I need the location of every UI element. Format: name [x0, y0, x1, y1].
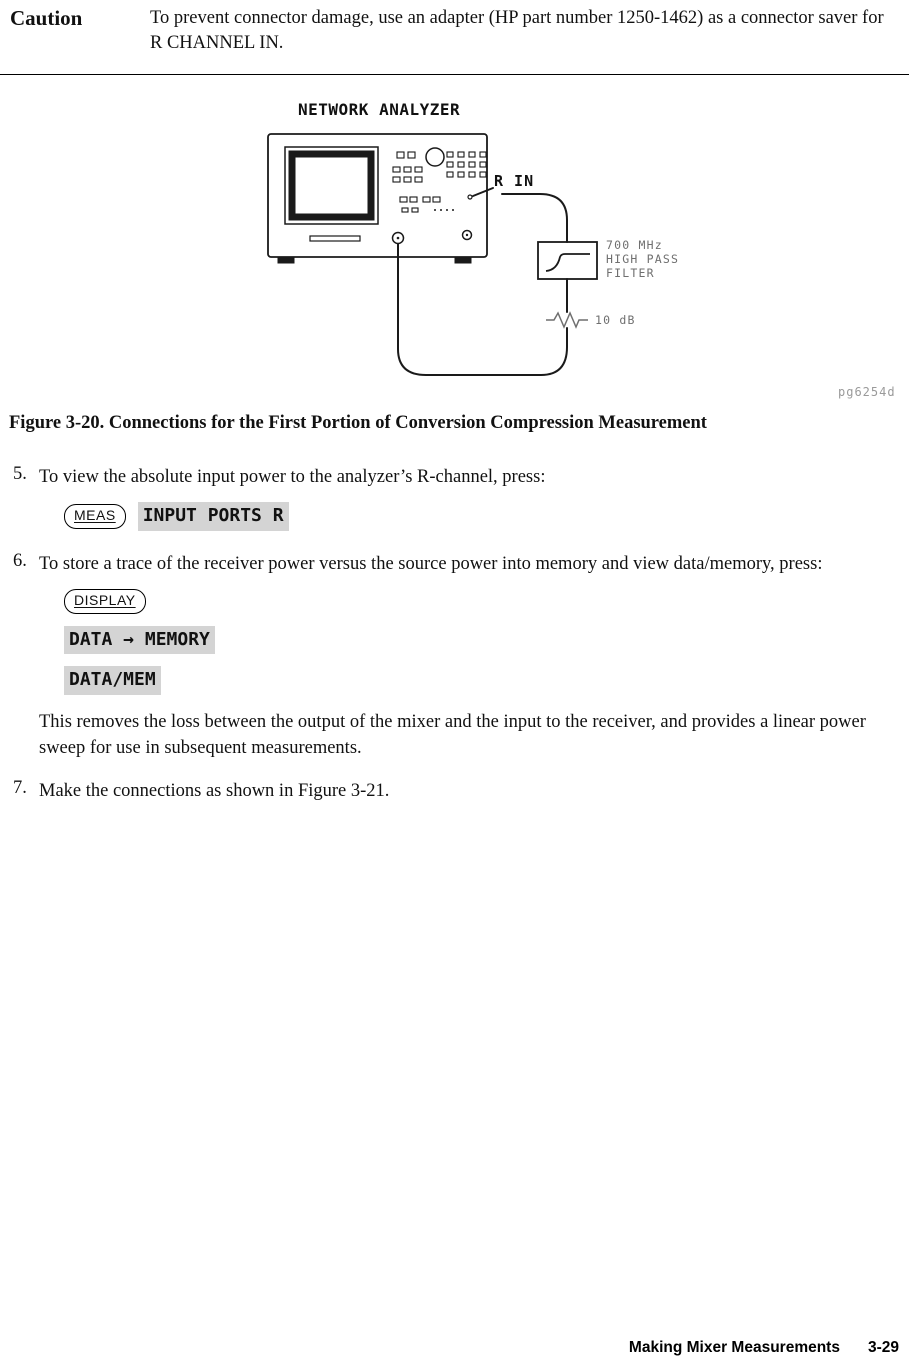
- connection-diagram-svg: [250, 75, 900, 405]
- display-keycap: DISPLAY: [64, 589, 146, 614]
- r-in-connector-icon: [468, 195, 472, 199]
- figure-3-20-diagram: [0, 75, 909, 409]
- step-number: 7.: [13, 777, 27, 798]
- filter-label-line1: 700 MHz: [606, 237, 663, 252]
- caution-label: Caution: [10, 6, 83, 30]
- attenuator-icon: [546, 313, 588, 327]
- step-5-text: To view the absolute input power to the analyzer’s R-channel, press:: [39, 466, 546, 487]
- softkey-data-to-memory: DATA → MEMORY: [64, 626, 215, 655]
- footer-chapter-title: Making Mixer Measurements: [628, 1339, 840, 1356]
- plot-id: pg6254d: [838, 384, 896, 399]
- network-analyzer-drawing: [268, 134, 487, 263]
- high-pass-filter-box: [538, 242, 597, 279]
- cable-drawing: [398, 188, 567, 375]
- step-7: [13, 778, 909, 804]
- step-6: [13, 551, 909, 762]
- step-number: 5.: [13, 463, 27, 484]
- step-6-text: To store a trace of the receiver power versus the source power into memory and view data/memory, press:: [39, 553, 823, 574]
- filter-label-line2: HIGH PASS: [606, 251, 680, 266]
- caution-text: To prevent connector damage, use an adapter (HP part number 1250-1462) as a connector saver for R CHANNEL IN.: [150, 8, 884, 53]
- filter-label-line3: FILTER: [606, 265, 655, 280]
- knob-icon: [426, 148, 444, 166]
- step-5: [13, 464, 909, 535]
- step-6-note: This removes the loss between the output of the mixer and the input to the receiver, and provides a linear power sweep for use in subsequent measurements.: [39, 711, 866, 759]
- r-in-label: R IN: [494, 171, 535, 190]
- softkey-input-ports-r: INPUT PORTS R: [138, 502, 289, 531]
- step-number: 6.: [13, 550, 27, 571]
- caution-section: [0, 0, 909, 75]
- procedure-steps: [0, 464, 909, 804]
- attenuator-label: 10 dB: [595, 312, 636, 327]
- figure-caption: Figure 3-20. Connections for the First Portion of Conversion Compression Measurement: [9, 412, 707, 433]
- diagram-title: NETWORK ANALYZER: [298, 99, 461, 119]
- footer-page-number: 3-29: [867, 1339, 899, 1356]
- step-7-text: Make the connections as shown in Figure 3-21.: [39, 780, 390, 801]
- meas-keycap: MEAS: [64, 504, 126, 529]
- softkey-data-mem: DATA/MEM: [64, 666, 161, 695]
- page-footer: [629, 1339, 899, 1357]
